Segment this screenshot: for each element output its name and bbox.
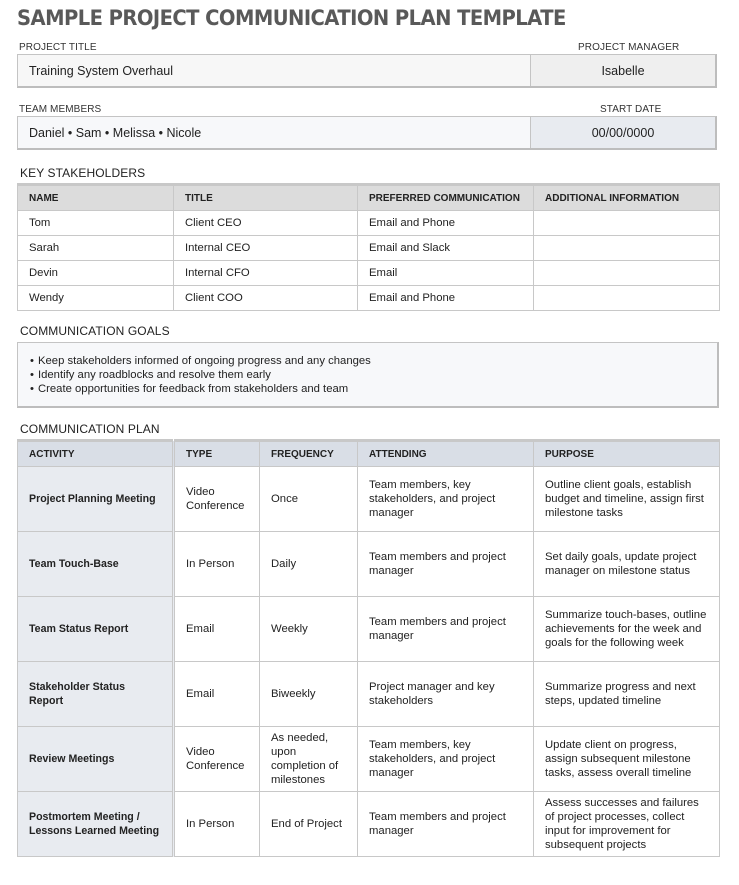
page-title: SAMPLE PROJECT COMMUNICATION PLAN TEMPLATE [17,6,566,30]
start-date-label: START DATE [600,104,662,115]
stakeholder-name[interactable]: Sarah [18,236,174,261]
table-row [18,662,720,727]
goal-item: • Keep stakeholders informed of ongoing progress and any changes [30,354,705,368]
frequency-cell[interactable]: End of Project [260,792,358,857]
column-header-title: TITLE [174,185,358,211]
purpose-cell[interactable]: Summarize progress and next steps, updated timeline [534,662,720,727]
stakeholder-communication[interactable]: Email and Phone [358,286,534,311]
frequency-cell[interactable]: Biweekly [260,662,358,727]
type-cell[interactable]: Email [174,597,260,662]
stakeholder-name[interactable]: Wendy [18,286,174,311]
frequency-cell[interactable]: As needed, upon completion of milestones [260,727,358,792]
table-row [18,727,720,792]
stakeholder-additional-info[interactable] [534,211,720,236]
table-row [18,467,720,532]
type-cell[interactable]: Video Conference [174,467,260,532]
activity-cell[interactable]: Team Touch-Base [18,532,174,597]
attending-cell[interactable]: Team members and project manager [358,532,534,597]
table-header-row [18,441,720,467]
stakeholders-table [17,183,720,311]
stakeholder-title[interactable]: Client CEO [174,211,358,236]
table-header-row [18,185,720,211]
frequency-cell[interactable]: Daily [260,532,358,597]
project-title-label: PROJECT TITLE [19,42,97,53]
column-header-activity: ACTIVITY [18,441,174,467]
column-header-name: NAME [18,185,174,211]
attending-cell[interactable]: Team members, key stakeholders, and project manager [358,727,534,792]
table-row [18,792,720,857]
purpose-cell[interactable]: Assess successes and failures of project processes, collect input for improvement for subsequent projects [534,792,720,857]
stakeholder-title[interactable]: Internal CFO [174,261,358,286]
table-row [18,236,720,261]
stakeholder-additional-info[interactable] [534,236,720,261]
communication-plan-table [17,439,720,857]
project-title-field[interactable]: Training System Overhaul [18,55,530,86]
stakeholder-communication[interactable]: Email and Phone [358,211,534,236]
team-info-row [17,116,717,150]
stakeholder-additional-info[interactable] [534,261,720,286]
attending-cell[interactable]: Team members and project manager [358,597,534,662]
column-header-frequency: FREQUENCY [260,441,358,467]
table-row [18,532,720,597]
attending-cell[interactable]: Team members and project manager [358,792,534,857]
table-row [18,286,720,311]
project-info-row [17,54,717,88]
goal-item: • Identify any roadblocks and resolve them early [30,368,705,382]
frequency-cell[interactable]: Weekly [260,597,358,662]
stakeholder-title[interactable]: Internal CEO [174,236,358,261]
team-members-field[interactable]: Daniel • Sam • Melissa • Nicole [18,117,530,148]
purpose-cell[interactable]: Summarize touch-bases, outline achievements for the week and goals for the following week [534,597,720,662]
column-header-attending: ATTENDING [358,441,534,467]
stakeholder-name[interactable]: Devin [18,261,174,286]
attending-cell[interactable]: Team members, key stakeholders, and project manager [358,467,534,532]
stakeholder-communication[interactable]: Email and Slack [358,236,534,261]
communication-goals-heading: COMMUNICATION GOALS [20,324,170,338]
column-header-preferred-communication: PREFERRED COMMUNICATION [358,185,534,211]
type-cell[interactable]: Video Conference [174,727,260,792]
frequency-cell[interactable]: Once [260,467,358,532]
stakeholder-additional-info[interactable] [534,286,720,311]
type-cell[interactable]: Email [174,662,260,727]
activity-cell[interactable]: Postmortem Meeting / Lessons Learned Meeting [18,792,174,857]
start-date-field[interactable]: 00/00/0000 [530,117,715,148]
type-cell[interactable]: In Person [174,792,260,857]
project-manager-label: PROJECT MANAGER [578,42,680,53]
activity-cell[interactable]: Stakeholder Status Report [18,662,174,727]
type-cell[interactable]: In Person [174,532,260,597]
table-row [18,261,720,286]
column-header-purpose: PURPOSE [534,441,720,467]
goal-item: • Create opportunities for feedback from stakeholders and team [30,382,705,396]
purpose-cell[interactable]: Set daily goals, update project manager on milestone status [534,532,720,597]
stakeholder-name[interactable]: Tom [18,211,174,236]
communication-goals-box[interactable] [17,342,719,408]
key-stakeholders-heading: KEY STAKEHOLDERS [20,166,146,180]
communication-plan-heading: COMMUNICATION PLAN [20,422,160,436]
table-row [18,211,720,236]
table-row [18,597,720,662]
activity-cell[interactable]: Review Meetings [18,727,174,792]
activity-cell[interactable]: Team Status Report [18,597,174,662]
attending-cell[interactable]: Project manager and key stakeholders [358,662,534,727]
activity-cell[interactable]: Project Planning Meeting [18,467,174,532]
column-header-type: TYPE [174,441,260,467]
column-header-additional-information: ADDITIONAL INFORMATION [534,185,720,211]
stakeholder-title[interactable]: Client COO [174,286,358,311]
purpose-cell[interactable]: Outline client goals, establish budget and timeline, assign first milestone tasks [534,467,720,532]
stakeholder-communication[interactable]: Email [358,261,534,286]
project-manager-field[interactable]: Isabelle [530,55,715,86]
team-members-label: TEAM MEMBERS [19,104,102,115]
purpose-cell[interactable]: Update client on progress, assign subsequent milestone tasks, assess overall timeline [534,727,720,792]
